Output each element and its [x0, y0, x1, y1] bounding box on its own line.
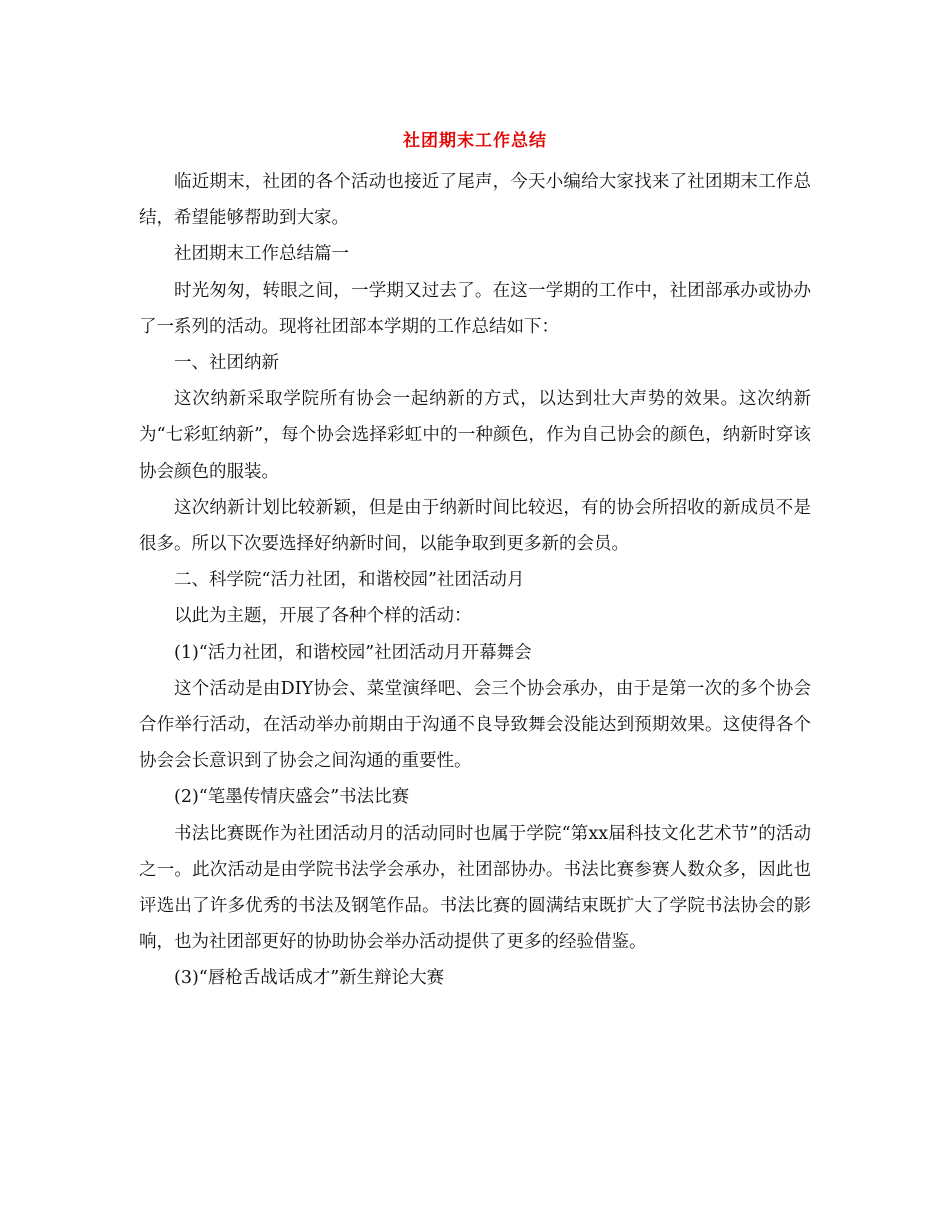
- paragraph: 这次纳新采取学院所有协会一起纳新的方式，以达到壮大声势的效果。这次纳新为“七彩虹纳新”，每个协会选择彩虹中的一种颜色，作为自己协会的颜色，纳新时穿该协会颜色的服装。: [139, 389, 811, 482]
- paragraph-item-3: (3)“唇枪舌战话成才”新生辩论大赛: [174, 968, 445, 989]
- paragraph-heading-recruitment: 一、社团纳新: [174, 353, 279, 374]
- paragraph-section-heading: 社团期末工作总结篇一: [174, 244, 349, 265]
- document-body: [139, 164, 811, 997]
- paragraph: 这个活动是由DIY协会、菜堂演绎吧、会三个协会承办，由于是第一次的多个协会合作举行活动，在活动举办前期由于沟通不良导致舞会没能达到预期效果。这使得各个协会会长意识到了协会之间沟通的重要性。: [139, 678, 811, 772]
- paragraph-intro: 临近期末，社团的各个活动也接近了尾声，今天小编给大家找来了社团期末工作总结，希望能够帮助到大家。: [139, 172, 811, 229]
- paragraph-heading-activity-month: 二、科学院“活力社团，和谐校园”社团活动月: [174, 570, 525, 591]
- paragraph: 这次纳新计划比较新颖，但是由于纳新时间比较迟，有的协会所招收的新成员不是很多。所以下次要选择好纳新时间，以能争取到更多新的会员。: [139, 497, 811, 555]
- paragraph: 书法比赛既作为社团活动月的活动同时也属于学院“第xx届科技文化艺术节”的活动之一。此次活动是由学院书法学会承办，社团部协办。书法比赛参赛人数众多，因此也评选出了许多优秀的书法及钢笔作品。书法比赛的圆满结束既扩大了学院书法协会的影响，也为社团部更好的协助协会举办活动提供了更多的经验借鉴。: [139, 823, 811, 953]
- document-title: 社团期末工作总结: [403, 131, 547, 151]
- paragraph: 时光匆匆，转眼之间，一学期又过去了。在这一学期的工作中，社团部承办或协办了一系列的活动。现将社团部本学期的工作总结如下：: [139, 280, 811, 337]
- paragraph-item-2: (2)“笔墨传情庆盛会”书法比赛: [174, 787, 410, 808]
- paragraph: 以此为主题，开展了各种个样的活动：: [174, 606, 472, 627]
- paragraph-item-1: (1)“活力社团，和谐校园”社团活动月开幕舞会: [174, 642, 532, 663]
